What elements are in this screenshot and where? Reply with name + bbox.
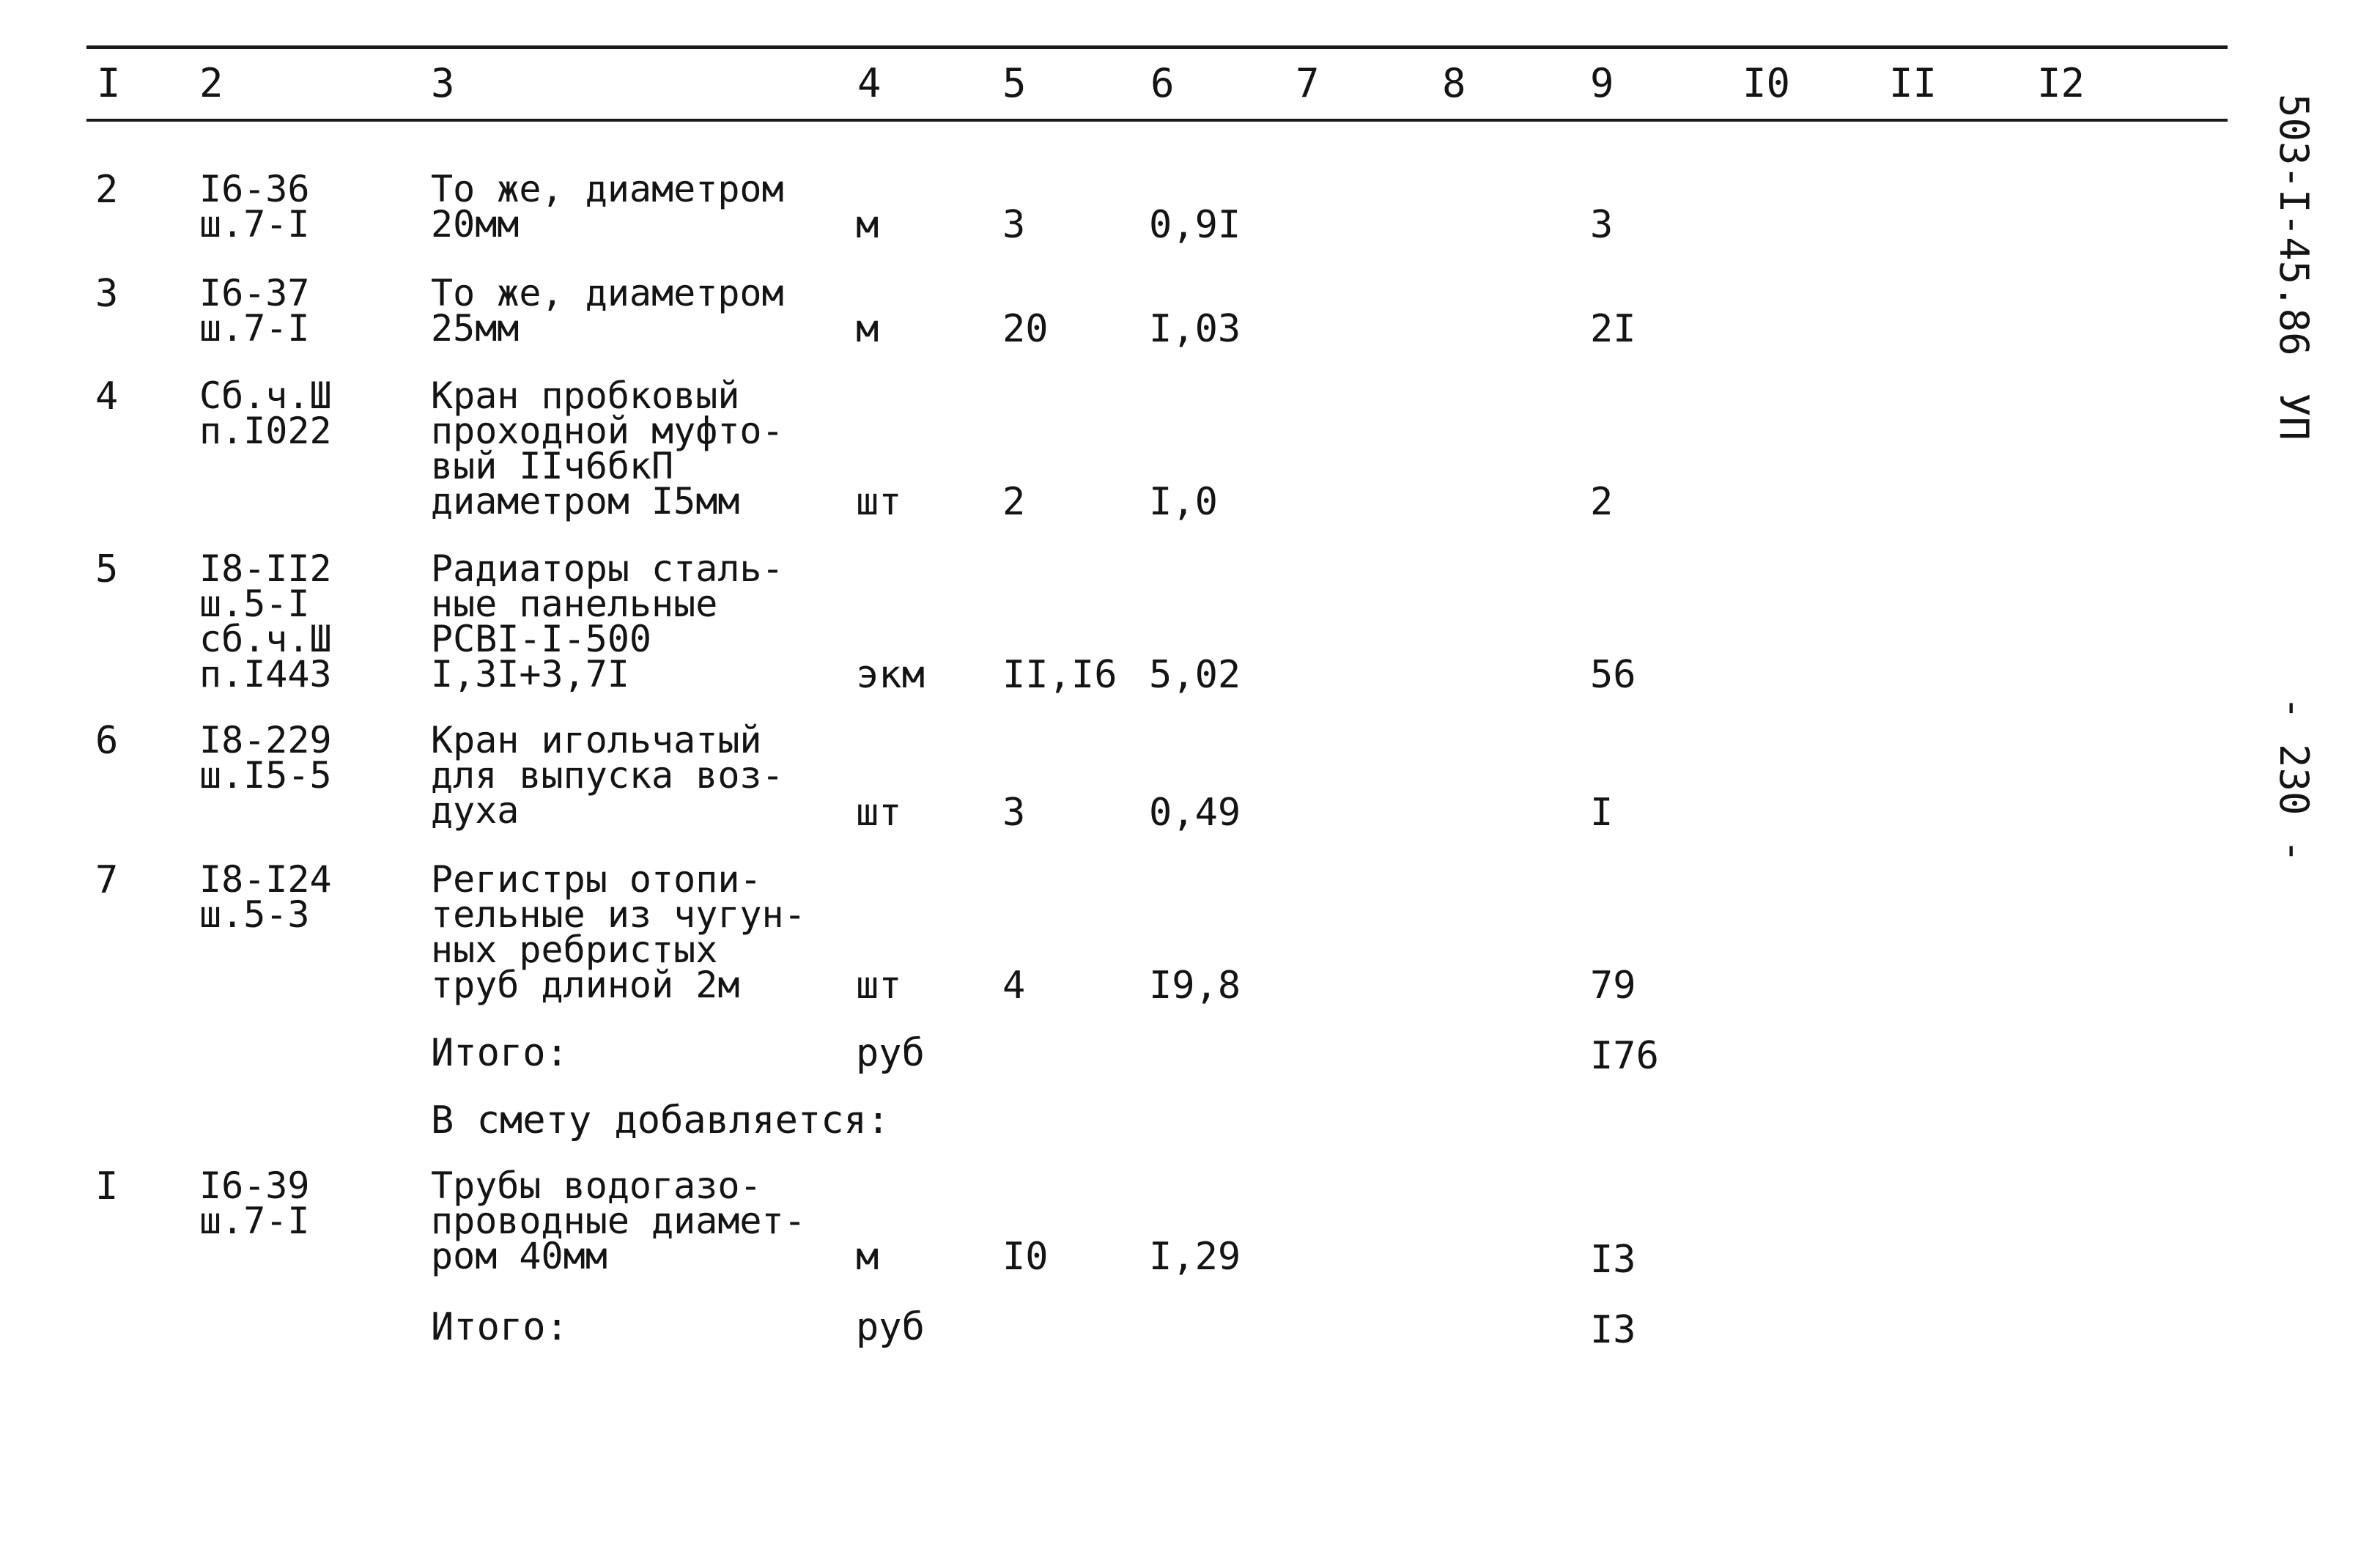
row-total: 79 — [1590, 964, 1636, 1008]
subtotal-label: Итого: — [431, 1305, 569, 1349]
row-code: I8-I24 ш.5-3 — [199, 858, 332, 936]
col-header-8: 8 — [1442, 60, 1466, 106]
subtotal-total: I76 — [1590, 1034, 1659, 1078]
row-description: То же, диаметром 20мм — [431, 168, 784, 245]
col-header-11: II — [1889, 60, 1937, 106]
col-header-3: 3 — [431, 60, 455, 106]
page-number: - 230 - — [2271, 696, 2317, 863]
col-header-5: 5 — [1002, 60, 1027, 106]
table-top-rule — [86, 45, 2228, 49]
col-header-4: 4 — [857, 60, 882, 106]
row-total: 56 — [1590, 653, 1636, 697]
row-code: Сб.ч.Ш п.I022 — [199, 374, 332, 452]
row-number: 5 — [95, 547, 119, 591]
col-header-10: I0 — [1742, 60, 1791, 106]
row-price: I9,8 — [1149, 964, 1241, 1008]
col-header-9: 9 — [1590, 60, 1614, 106]
subtotal-label: Итого: — [431, 1031, 569, 1075]
row-quantity: 20 — [1002, 307, 1049, 351]
row-number: 6 — [95, 719, 119, 763]
row-price: I,0 — [1149, 480, 1218, 524]
row-quantity: 3 — [1002, 791, 1026, 835]
table-header-rule — [86, 119, 2228, 122]
row-total: 2I — [1590, 307, 1636, 351]
col-header-2: 2 — [199, 60, 223, 106]
row-number: I — [95, 1164, 119, 1208]
row-code: I8-II2 ш.5-I сб.ч.Ш п.I443 — [199, 547, 332, 695]
row-unit: м — [856, 203, 879, 247]
row-quantity: II,I6 — [1002, 653, 1117, 697]
col-header-12: I2 — [2037, 60, 2085, 106]
row-description: Радиаторы сталь- ные панельные РСВI-I-500 I,3I+3,7I — [431, 547, 784, 695]
col-header-1: I — [97, 60, 121, 106]
col-header-6: 6 — [1150, 60, 1175, 106]
row-description: Трубы водогазо- проводные диамет- ром 40мм — [431, 1164, 806, 1277]
row-unit: м — [856, 307, 879, 351]
row-price: 0,49 — [1149, 791, 1241, 835]
row-unit: шт — [856, 791, 902, 835]
added-section-label: В смету добавляется: — [431, 1099, 890, 1142]
row-code: I6-37 ш.7-I — [199, 272, 310, 350]
row-quantity: I0 — [1002, 1235, 1049, 1279]
row-price: 0,9I — [1149, 203, 1241, 247]
row-unit: шт — [856, 964, 902, 1008]
row-code: I6-39 ш.7-I — [199, 1164, 310, 1242]
row-code: I8-229 ш.I5-5 — [199, 719, 332, 797]
row-total: I3 — [1590, 1238, 1636, 1282]
row-total: I — [1590, 791, 1614, 835]
row-quantity: 3 — [1002, 203, 1026, 247]
row-code: I6-36 ш.7-I — [199, 168, 310, 245]
row-total: 2 — [1590, 480, 1614, 524]
row-price: I,03 — [1149, 307, 1241, 351]
document-code: 503-I-45.86 — [2271, 94, 2317, 356]
document-section: УП — [2271, 393, 2317, 441]
row-number: 4 — [95, 374, 119, 418]
row-unit: экм — [856, 653, 925, 697]
col-header-7: 7 — [1296, 60, 1320, 106]
subtotal-unit: руб — [856, 1031, 925, 1075]
row-description: Кран пробковый проходной муфто- вый IIч6бкП диаметром I5мм — [431, 374, 784, 523]
row-total: 3 — [1590, 203, 1614, 247]
row-quantity: 2 — [1002, 480, 1026, 524]
row-description: Регистры отопи- тельные из чугун- ных ребристых труб длиной 2м — [431, 858, 806, 1006]
subtotal-total: I3 — [1590, 1308, 1636, 1352]
row-quantity: 4 — [1002, 964, 1026, 1008]
row-unit: шт — [856, 480, 902, 524]
row-unit: м — [856, 1235, 879, 1279]
row-description: Кран игольчатый для выпуска воз- духа — [431, 719, 784, 832]
row-number: 3 — [95, 272, 119, 316]
row-number: 7 — [95, 858, 119, 902]
row-description: То же, диаметром 25мм — [431, 272, 784, 350]
subtotal-unit: руб — [856, 1305, 925, 1349]
row-number: 2 — [95, 168, 119, 212]
row-price: 5,02 — [1149, 653, 1241, 697]
row-price: I,29 — [1149, 1235, 1241, 1279]
